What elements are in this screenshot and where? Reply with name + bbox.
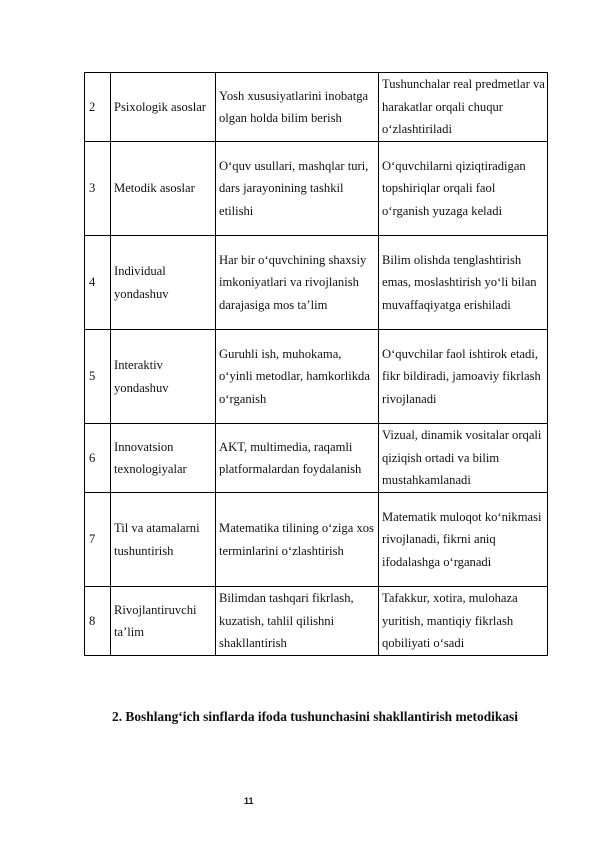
- cell-result: O‘quvchilar faol ishtirok etadi, fikr bildiradi, jamoaviy fikrlash rivojlanadi: [379, 330, 548, 424]
- cell-content: Matematika tilining o‘ziga xos terminlarini o‘zlashtirish: [216, 493, 379, 587]
- table-row: [85, 236, 548, 330]
- cell-result: O‘quvchilarni qiziqtiradigan topshiriqlar orqali faol o‘rganish yuzaga keladi: [379, 142, 548, 236]
- row-number: 4: [85, 236, 111, 330]
- cell-basis: Individual yondashuv: [111, 236, 216, 330]
- table-row: [85, 142, 548, 236]
- row-number: 8: [85, 587, 111, 656]
- cell-result: Matematik muloqot ko‘nikmasi rivojlanadi, fikrni aniq ifodalashga o‘rganadi: [379, 493, 548, 587]
- page-number: 11: [244, 796, 254, 806]
- comparison-table: [84, 72, 548, 656]
- cell-result: Tushunchalar real predmetlar va harakatlar orqali chuqur o‘zlashtiriladi: [379, 73, 548, 142]
- cell-content: Guruhli ish, muhokama, o‘yinli metodlar, hamkorlikda o‘rganish: [216, 330, 379, 424]
- row-number: 7: [85, 493, 111, 587]
- table-row: [85, 493, 548, 587]
- table-row: [85, 587, 548, 656]
- cell-content: Yosh xususiyatlarini inobatga olgan holda bilim berish: [216, 73, 379, 142]
- cell-basis: Innovatsion texnologiyalar: [111, 424, 216, 493]
- cell-result: Tafakkur, xotira, mulohaza yuritish, mantiqiy fikrlash qobiliyati o‘sadi: [379, 587, 548, 656]
- row-number: 6: [85, 424, 111, 493]
- cell-basis: Interaktiv yondashuv: [111, 330, 216, 424]
- row-number: 5: [85, 330, 111, 424]
- section-heading: 2. Boshlang‘ich sinflarda ifoda tushunchasini shakllantirish metodikasi: [112, 709, 518, 724]
- cell-result: Vizual, dinamik vositalar orqali qiziqish ortadi va bilim mustahkamlanadi: [379, 424, 548, 493]
- cell-content: AKT, multimedia, raqamli platformalardan foydalanish: [216, 424, 379, 493]
- cell-content: Bilimdan tashqari fikrlash, kuzatish, tahlil qilishni shakllantirish: [216, 587, 379, 656]
- cell-basis: Psixologik asoslar: [111, 73, 216, 142]
- cell-content: Har bir o‘quvchining shaxsiy imkoniyatlari va rivojlanish darajasiga mos ta’lim: [216, 236, 379, 330]
- cell-basis: Til va atamalarni tushuntirish: [111, 493, 216, 587]
- table-row: [85, 73, 548, 142]
- table-row: [85, 330, 548, 424]
- cell-content: O‘quv usullari, mashqlar turi, dars jarayonining tashkil etilishi: [216, 142, 379, 236]
- row-number: 3: [85, 142, 111, 236]
- cell-result: Bilim olishda tenglashtirish emas, moslashtirish yo‘li bilan muvaffaqiyatga erishiladi: [379, 236, 548, 330]
- cell-basis: Rivojlantiruvchi ta’lim: [111, 587, 216, 656]
- cell-basis: Metodik asoslar: [111, 142, 216, 236]
- row-number: 2: [85, 73, 111, 142]
- table-row: [85, 424, 548, 493]
